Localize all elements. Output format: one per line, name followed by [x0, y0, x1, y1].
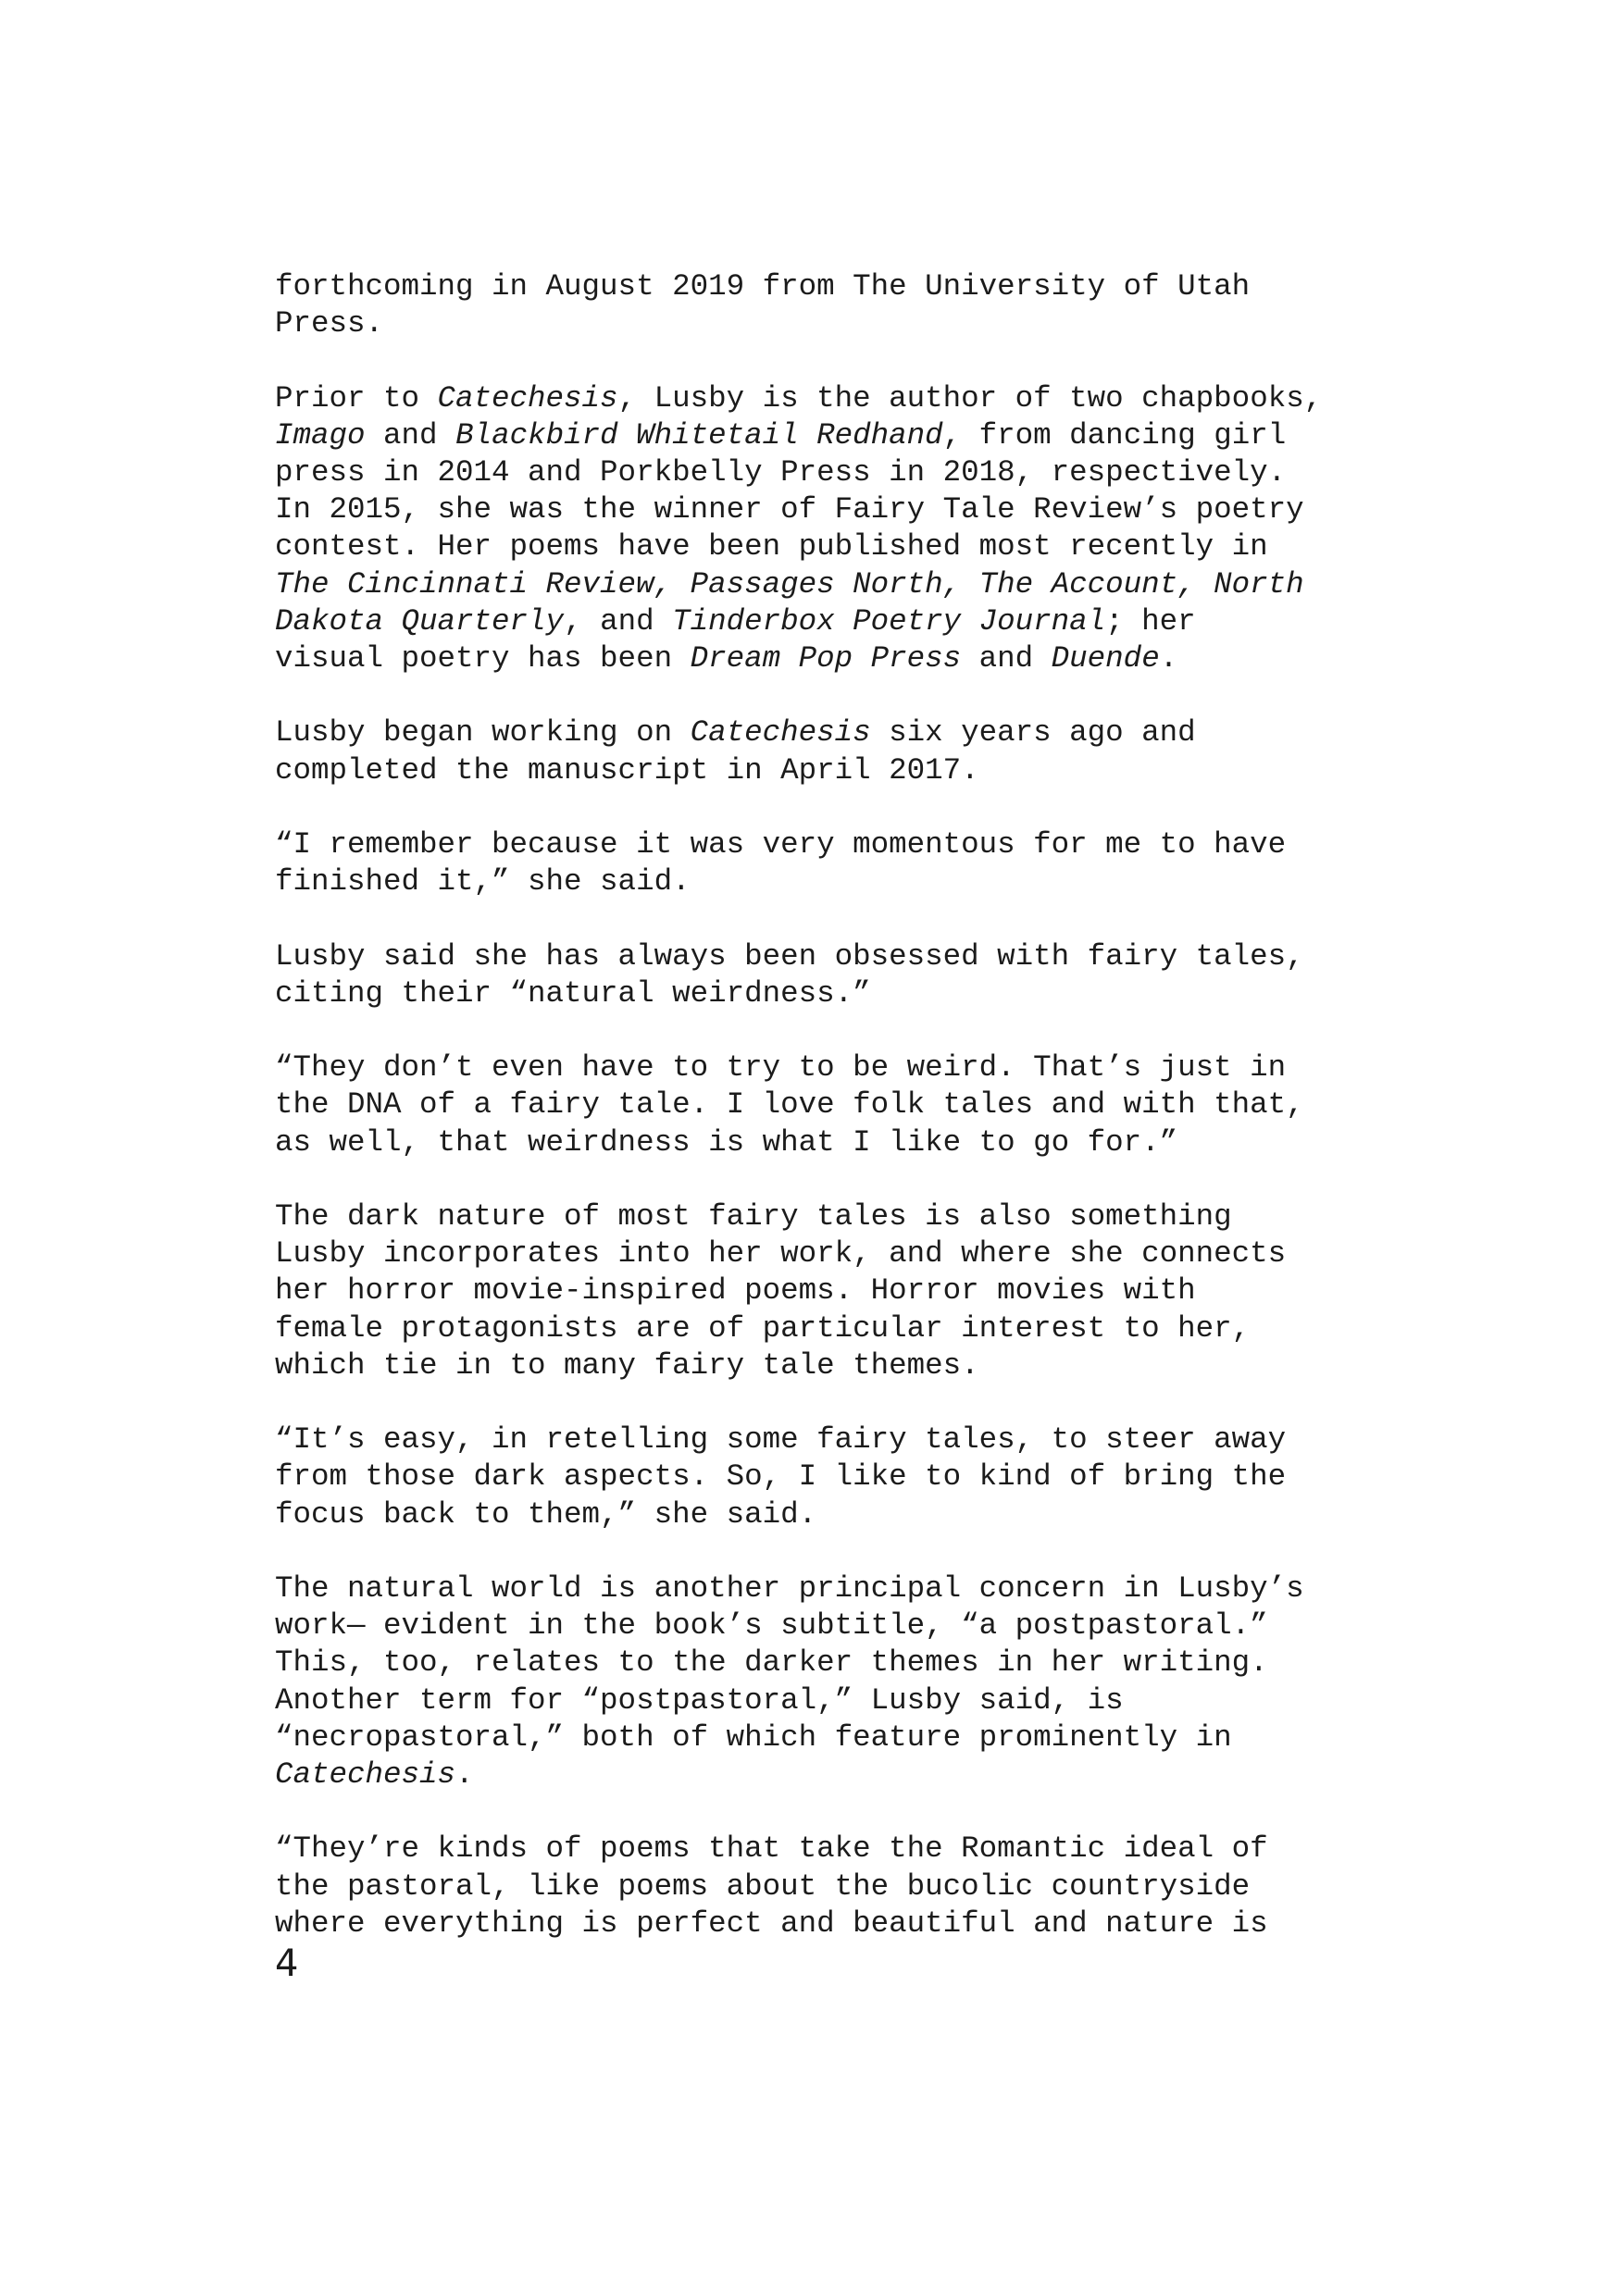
text-line	[275, 1272, 1414, 1309]
italic-title-run: Tinderbox Poetry Journal	[672, 603, 1106, 639]
paragraph	[275, 380, 1414, 678]
italic-title-run: Duende	[1051, 641, 1160, 676]
text-line	[275, 566, 1414, 603]
text-run: and	[365, 417, 456, 453]
text-run: In 2015, she was the winner of Fairy Tale Review’s poetry	[275, 492, 1304, 527]
text-line	[275, 1607, 1414, 1644]
text-run: This, too, relates to the darker themes in her writing.	[275, 1645, 1268, 1681]
text-run: .	[455, 1757, 474, 1792]
italic-title-run: Blackbird Whitetail Redhand	[455, 417, 943, 453]
text-line	[275, 938, 1414, 975]
text-line	[275, 1310, 1414, 1347]
text-run: Lusby incorporates into her work, and where she connects	[275, 1236, 1287, 1272]
text-line	[275, 640, 1414, 677]
text-run: focus back to them,” she said.	[275, 1496, 817, 1532]
italic-title-run: Catechesis	[690, 715, 871, 751]
text-line	[275, 1049, 1414, 1086]
text-line	[275, 454, 1414, 491]
page-number: 4	[275, 1942, 299, 1985]
text-run: Press.	[275, 306, 384, 341]
text-run: , Lusby is the author of two chapbooks,	[617, 380, 1323, 416]
italic-title-run: Imago	[275, 417, 366, 453]
text-run: ; her	[1105, 603, 1196, 639]
text-line	[275, 380, 1414, 417]
text-run: Another term for “postpastoral,” Lusby said, is	[275, 1682, 1124, 1718]
text-run: , from dancing girl	[942, 417, 1287, 453]
italic-title-run: Dakota Quarterly	[275, 603, 565, 639]
text-line	[275, 1086, 1414, 1123]
text-line	[275, 1347, 1414, 1384]
text-line	[275, 1198, 1414, 1235]
italic-title-run: Catechesis	[437, 380, 618, 416]
text-line	[275, 714, 1414, 751]
text-run: citing their “natural weirdness.”	[275, 975, 871, 1011]
text-run: .	[1159, 641, 1178, 676]
article-body	[275, 268, 1414, 1980]
text-line	[275, 752, 1414, 789]
text-run: Lusby began working on	[275, 715, 691, 751]
text-run: the pastoral, like poems about the bucolic countryside	[275, 1868, 1251, 1904]
text-line	[275, 1868, 1414, 1905]
text-line	[275, 603, 1414, 640]
text-run: The dark nature of most fairy tales is also something	[275, 1198, 1232, 1234]
text-run: the DNA of a fairy tale. I love folk tales and with that,	[275, 1087, 1304, 1123]
text-run: as well, that weirdness is what I like to go for.”	[275, 1124, 1178, 1160]
text-run: , and	[564, 603, 673, 639]
text-line	[275, 1496, 1414, 1533]
text-line	[275, 491, 1414, 528]
text-run: “necropastoral,” both of which feature prominently in	[275, 1719, 1232, 1755]
text-run: where everything is perfect and beautiful and nature is	[275, 1905, 1268, 1941]
text-run: which tie in to many fairy tale themes.	[275, 1347, 979, 1383]
text-run: “They don’t even have to try to be weird. That’s just in	[275, 1050, 1287, 1086]
italic-title-run: Dream Pop Press	[690, 641, 962, 676]
text-line	[275, 1124, 1414, 1161]
text-run: six years ago and	[870, 715, 1196, 751]
text-run: “They’re kinds of poems that take the Romantic ideal of	[275, 1831, 1268, 1867]
paragraph	[275, 1421, 1414, 1533]
text-line	[275, 975, 1414, 1012]
text-line	[275, 528, 1414, 565]
paragraph	[275, 714, 1414, 788]
text-line	[275, 417, 1414, 454]
italic-title-run: Catechesis	[275, 1757, 456, 1792]
text-run: work— evident in the book’s subtitle, “a postpastoral.”	[275, 1608, 1268, 1644]
paragraph	[275, 1049, 1414, 1161]
text-run: contest. Her poems have been published most recently in	[275, 529, 1268, 565]
text-run: finished it,” she said.	[275, 864, 691, 900]
text-line	[275, 1570, 1414, 1607]
text-line	[275, 1235, 1414, 1272]
text-run: and	[961, 641, 1052, 676]
paragraph	[275, 1198, 1414, 1384]
text-line	[275, 1644, 1414, 1682]
text-line	[275, 1421, 1414, 1458]
text-run: forthcoming in August 2019 from The University of Utah	[275, 269, 1251, 304]
text-line	[275, 1719, 1414, 1756]
text-run: her horror movie-inspired poems. Horror movies with	[275, 1273, 1196, 1309]
paragraph	[275, 268, 1414, 342]
text-run: “It’s easy, in retelling some fairy tales, to steer away	[275, 1422, 1287, 1458]
italic-title-run: The Cincinnati Review, Passages North, The Account, North	[275, 566, 1304, 602]
paragraph	[275, 826, 1414, 900]
text-run: press in 2014 and Porkbelly Press in 2018, respectively.	[275, 455, 1287, 490]
text-line	[275, 305, 1414, 342]
paragraph	[275, 938, 1414, 1012]
paragraph	[275, 1570, 1414, 1793]
text-line	[275, 1756, 1414, 1793]
text-run: Prior to	[275, 380, 438, 416]
text-line	[275, 268, 1414, 305]
text-run: “I remember because it was very momentous for me to have	[275, 827, 1287, 862]
text-run: visual poetry has been	[275, 641, 691, 676]
text-run: Lusby said she has always been obsessed with fairy tales,	[275, 938, 1304, 974]
text-run: The natural world is another principal concern in Lusby’s	[275, 1570, 1304, 1606]
text-run: completed the manuscript in April 2017.	[275, 752, 979, 788]
text-run: female protagonists are of particular interest to her,	[275, 1310, 1251, 1346]
paragraph	[275, 1831, 1414, 1942]
text-line	[275, 1458, 1414, 1496]
text-line	[275, 1831, 1414, 1868]
text-run: from those dark aspects. So, I like to kind of bring the	[275, 1459, 1287, 1495]
text-line	[275, 1905, 1414, 1942]
text-line	[275, 863, 1414, 900]
text-line	[275, 826, 1414, 863]
text-line	[275, 1682, 1414, 1719]
